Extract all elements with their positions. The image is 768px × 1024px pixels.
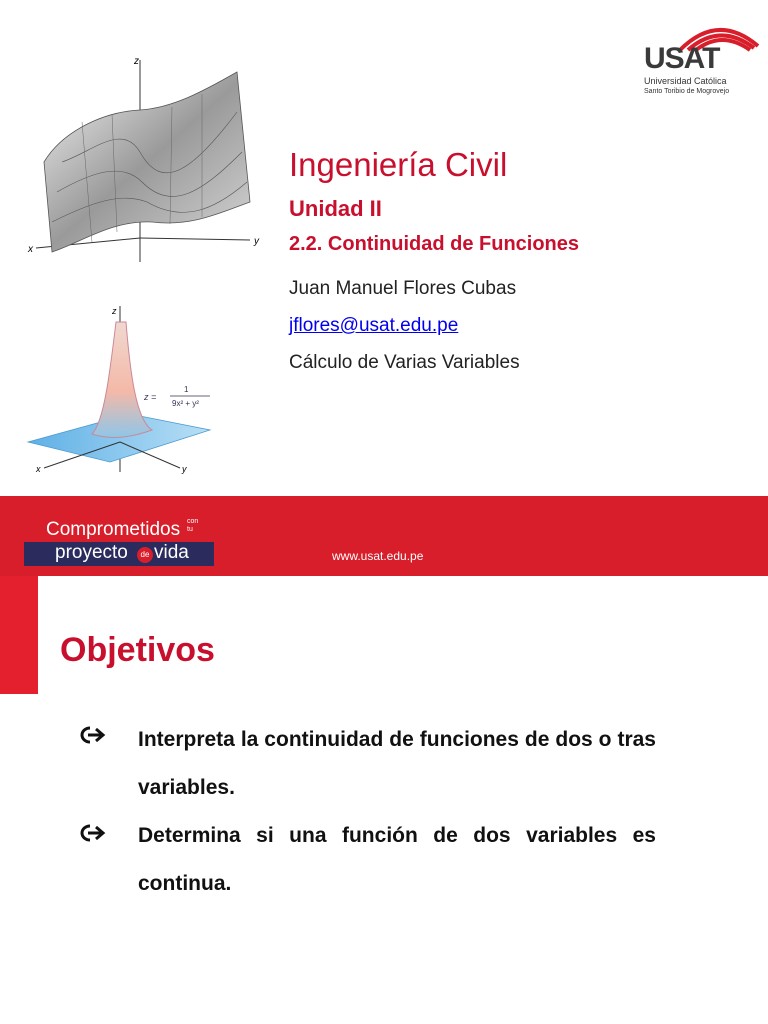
slogan-small-tu: tu [187, 526, 193, 533]
unit-label: Unidad II [289, 196, 382, 221]
logo-brand: USAT [644, 42, 720, 75]
slogan-line2a: proyecto [55, 542, 128, 563]
slogan-line2b: vida [154, 542, 189, 563]
slogan-small-words [187, 518, 198, 534]
objectives-slide [0, 576, 768, 1024]
slogan-small-con: con [187, 518, 199, 525]
figure2-formula-numerator: 1 [184, 385, 189, 394]
arrow-circle-right-icon [80, 725, 106, 745]
figure1-axis-x: x [28, 244, 33, 255]
figure1-axis-z: z [134, 56, 139, 67]
author-email-link[interactable]: jflores@usat.edu.pe [289, 315, 459, 336]
slogan-line1: Comprometidos [46, 519, 181, 540]
course-name: Cálculo de Varias Variables [289, 352, 520, 373]
figure2-axis-y: y [182, 464, 187, 474]
figure2-axis-z: z [112, 306, 117, 316]
objective-item-2: Determina si una función de dos variables es continua. [138, 824, 656, 895]
figure1-axis-y: y [254, 236, 259, 247]
arrow-circle-right-icon [80, 823, 106, 843]
usat-logo [640, 18, 760, 98]
figure2-formula-lhs: z = [144, 392, 157, 402]
spike-surface-figure [20, 302, 220, 482]
course-title: Ingeniería Civil [289, 146, 508, 183]
surface-plot-figure [22, 52, 267, 272]
objectives-heading: Objetivos [60, 631, 215, 669]
topic-label: 2.2. Continuidad de Funciones [289, 233, 580, 255]
author-name: Juan Manuel Flores Cubas [289, 278, 517, 299]
figure2-formula-denominator: 9x² + y² [172, 399, 199, 408]
logo-university-name-2: Santo Toribio de Mogrovejo [644, 88, 730, 95]
accent-bar [0, 576, 38, 694]
logo-university-name: Universidad Católica [644, 76, 727, 86]
slogan-de-badge: de [137, 547, 153, 563]
website-url[interactable]: www.usat.edu.pe [332, 549, 424, 563]
objective-item-1: Interpreta la continuidad de funciones de dos o tras variables. [138, 728, 656, 799]
figure2-axis-x: x [36, 464, 41, 474]
